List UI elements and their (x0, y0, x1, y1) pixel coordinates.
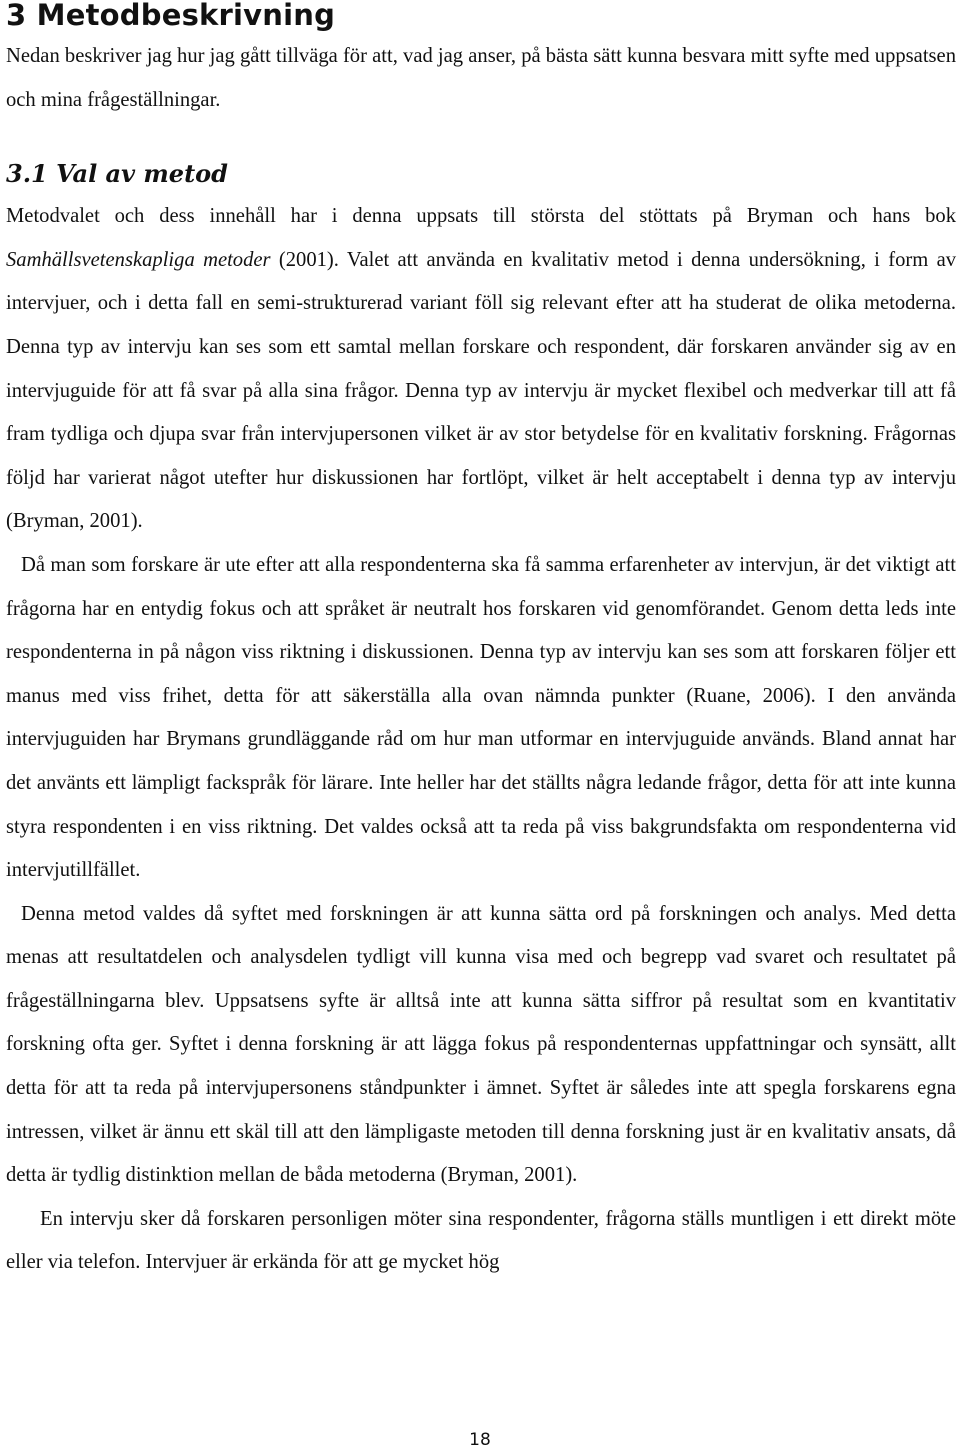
subsection-heading: 3.1 Val av metod (6, 159, 228, 189)
book-title: Samhällsvetenskapliga metoder (6, 248, 271, 271)
paragraph-text: (2001). Valet att använda en kvalitativ metod i denna undersökning, i form av intervjuer, och i detta fall en semi-strukturerad variant föll sig relevant efter att ha studerat de olika metoderna. Denna typ av intervju kan ses som ett samtal mellan forskare och respondent, där forskaren använder sig av en intervjuguide för att få svar på alla sina frågor. Denna typ av intervju är mycket flexibel och medverkar till att få fram tydliga och djupa svar från intervjupersonen vilket är av stor betydelse för en kvalitativ forskning. Frågornas följd har varierat något utefter hur diskussionen har fortlöpt, vilket är helt acceptabelt i denna typ av intervju (Bryman, 2001). (6, 248, 957, 533)
paragraph-interview-definition: En intervju sker då forskaren personligen möter sina respondenter, frågorna ställs muntligen i ett direkt möte eller via telefon. Intervjuer är erkända för att ge mycket hög (6, 1207, 956, 1274)
paragraph-text: Metodvalet och dess innehåll har i denna uppsats till största del stöttats på Bryman och hans bok (6, 205, 956, 228)
document-page (6, 0, 956, 1285)
paragraph-interview-neutrality: Då man som forskare är ute efter att alla respondenterna ska få samma erfarenheter av intervjun, är det viktigt att frågorna har en entydig fokus och att språket är neutralt hos forskaren vid genomförandet. Genom detta leds inte respondenterna in på någon viss riktning i diskussionen. Denna typ av intervju kan ses som att forskaren följer ett manus med viss frihet, detta för att säkerställa alla ovan nämnda punkter (Ruane, 2006). I den använda intervjuguiden har Brymans grundläggande råd om hur man utformar en intervjuguide används. Bland annat har det använts ett lämpligt fackspråk för lärare. Inte heller har det ställts några ledande frågor, detta för att inte kunna styra respondenten i en viss riktning. Det valdes också att ta reda på viss bakgrundsfakta om respondenterna vid intervjutillfället. (6, 553, 956, 882)
intro-paragraph: Nedan beskriver jag hur jag gått tillväga för att, vad jag anser, på bästa sätt kunna besvara mitt syfte med uppsatsen och mina frågeställningar. (6, 45, 956, 111)
paragraph-method-choice (6, 195, 956, 544)
paragraph-method-motivation: Denna metod valdes då syftet med forskningen är att kunna sätta ord på forskningen och analys. Med detta menas att resultatdelen och analysdelen tydligt vill kunna visa med och begrepp vad svaret och resultatet på frågeställningarna blev. Uppsatsens syfte är alltså inte att kunna sätta siffror på resultat som en kvantitativ forskning ofta ger. Syftet i denna forskning är att lägga fokus på respondenternas uppfattningar och synsätt, allt detta för att ta reda på intervjupersonens ståndpunkter i ämnet. Syftet är således inte att spegla forskarens egna intressen, vilket är ännu ett skäl till att den lämpligaste metoden till denna forskning just är en kvalitativ ansats, då detta är tydlig distinktion mellan de båda metoderna (Bryman, 2001). (6, 902, 956, 1187)
section-heading: 3 Metodbeskrivning (6, 0, 336, 32)
page-number: 18 (469, 1430, 491, 1450)
